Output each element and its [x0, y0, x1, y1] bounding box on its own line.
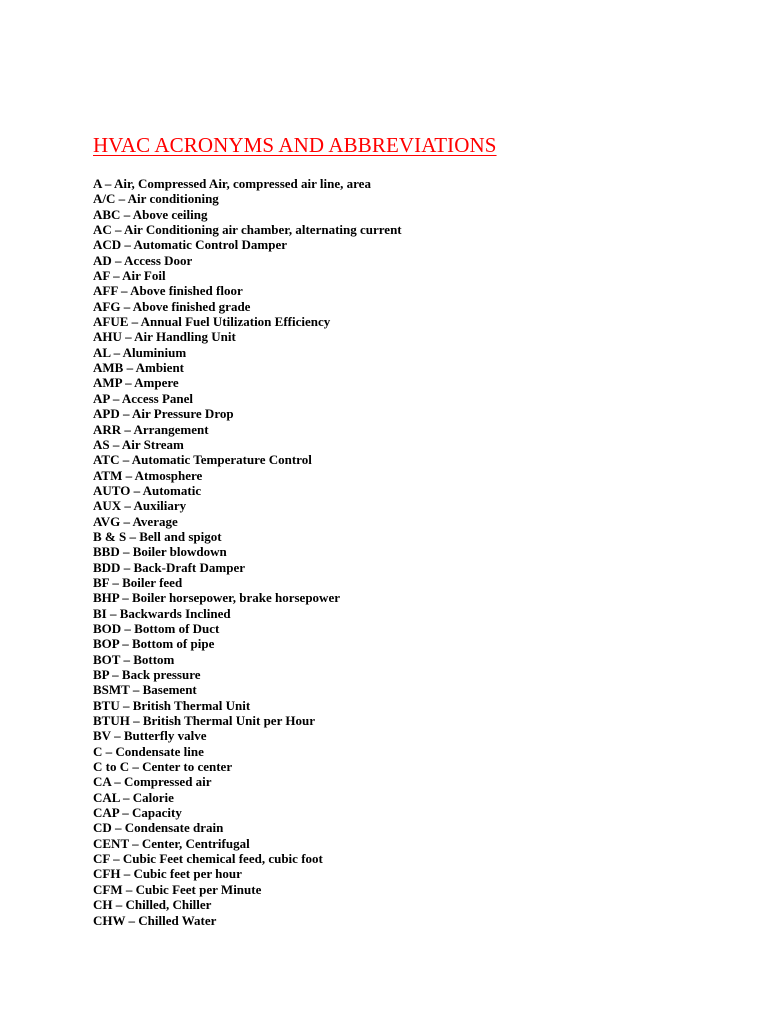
acronym-entry: AVG – Average — [93, 513, 178, 529]
acronym-entry: BOT – Bottom — [93, 651, 175, 667]
acronym-entry: CH – Chilled, Chiller — [93, 897, 212, 913]
acronym-entry: C to C – Center to center — [93, 759, 233, 775]
acronym-entry: CD – Condensate drain — [93, 820, 224, 836]
document-title: HVAC ACRONYMS AND ABBREVIATIONS — [93, 133, 497, 157]
acronym-entry: AFUE – Annual Fuel Utilization Efficiency — [93, 314, 331, 330]
acronym-entry: AUTO – Automatic — [93, 482, 202, 498]
acronym-entry: ATM – Atmosphere — [93, 467, 203, 483]
acronym-entry: ATC – Automatic Temperature Control — [93, 452, 312, 468]
acronym-entry: AHU – Air Handling Unit — [93, 329, 236, 345]
acronym-entry: AP – Access Panel — [93, 390, 194, 406]
acronym-entry: AMP – Ampere — [93, 375, 179, 391]
acronym-entry: CFM – Cubic Feet per Minute — [93, 881, 262, 897]
acronym-entry: BI – Backwards Inclined — [93, 605, 231, 621]
acronym-entry: BTU – British Thermal Unit — [93, 697, 251, 713]
acronym-entry: BOP – Bottom of pipe — [93, 636, 215, 652]
acronym-entry: A/C – Air conditioning — [93, 191, 219, 207]
acronym-entry: B & S – Bell and spigot — [93, 528, 222, 544]
acronym-entry: CF – Cubic Feet chemical feed, cubic foot — [93, 851, 323, 867]
acronym-entry: CFH – Cubic feet per hour — [93, 866, 242, 882]
acronym-entry: CENT – Center, Centrifugal — [93, 835, 250, 851]
acronym-entry: BHP – Boiler horsepower, brake horsepower — [93, 590, 340, 606]
acronym-entry: AF – Air Foil — [93, 268, 166, 284]
acronym-entry: A – Air, Compressed Air, compressed air line, area — [93, 176, 371, 191]
acronym-entry: BF – Boiler feed — [93, 574, 183, 590]
acronym-entry: BDD – Back-Draft Damper — [93, 559, 246, 575]
acronym-entry: BTUH – British Thermal Unit per Hour — [93, 713, 315, 729]
acronym-entry: CAP – Capacity — [93, 805, 182, 821]
acronym-entry: ABC – Above ceiling — [93, 206, 208, 222]
acronym-entry: C – Condensate line — [93, 743, 204, 759]
acronym-entry: AS – Air Stream — [93, 436, 184, 452]
acronym-entry: CHW – Chilled Water — [93, 912, 217, 928]
acronym-entry: BOD – Bottom of Duct — [93, 620, 220, 636]
acronym-entry: BBD – Boiler blowdown — [93, 544, 227, 560]
acronym-entry: BSMT – Basement — [93, 682, 197, 698]
acronym-entry: AUX – Auxiliary — [93, 498, 187, 514]
acronym-entry: AFF – Above finished floor — [93, 283, 243, 299]
acronym-entry: AL – Aluminium — [93, 344, 187, 360]
acronym-entry: BV – Butterfly valve — [93, 728, 207, 744]
acronym-entry: AMB – Ambient — [93, 360, 184, 376]
acronym-entry: AD – Access Door — [93, 252, 193, 268]
acronym-entry: AFG – Above finished grade — [93, 298, 251, 314]
acronym-entry: AC – Air Conditioning air chamber, alternating current — [93, 222, 402, 238]
acronym-entry: CAL – Calorie — [93, 789, 174, 805]
acronym-entry: CA – Compressed air — [93, 774, 212, 790]
acronym-list — [93, 176, 402, 928]
acronym-entry: BP – Back pressure — [93, 667, 201, 682]
acronym-entry: APD – Air Pressure Drop — [93, 406, 234, 422]
acronym-entry: ARR – Arrangement — [93, 421, 209, 437]
acronym-entry: ACD – Automatic Control Damper — [93, 237, 288, 253]
